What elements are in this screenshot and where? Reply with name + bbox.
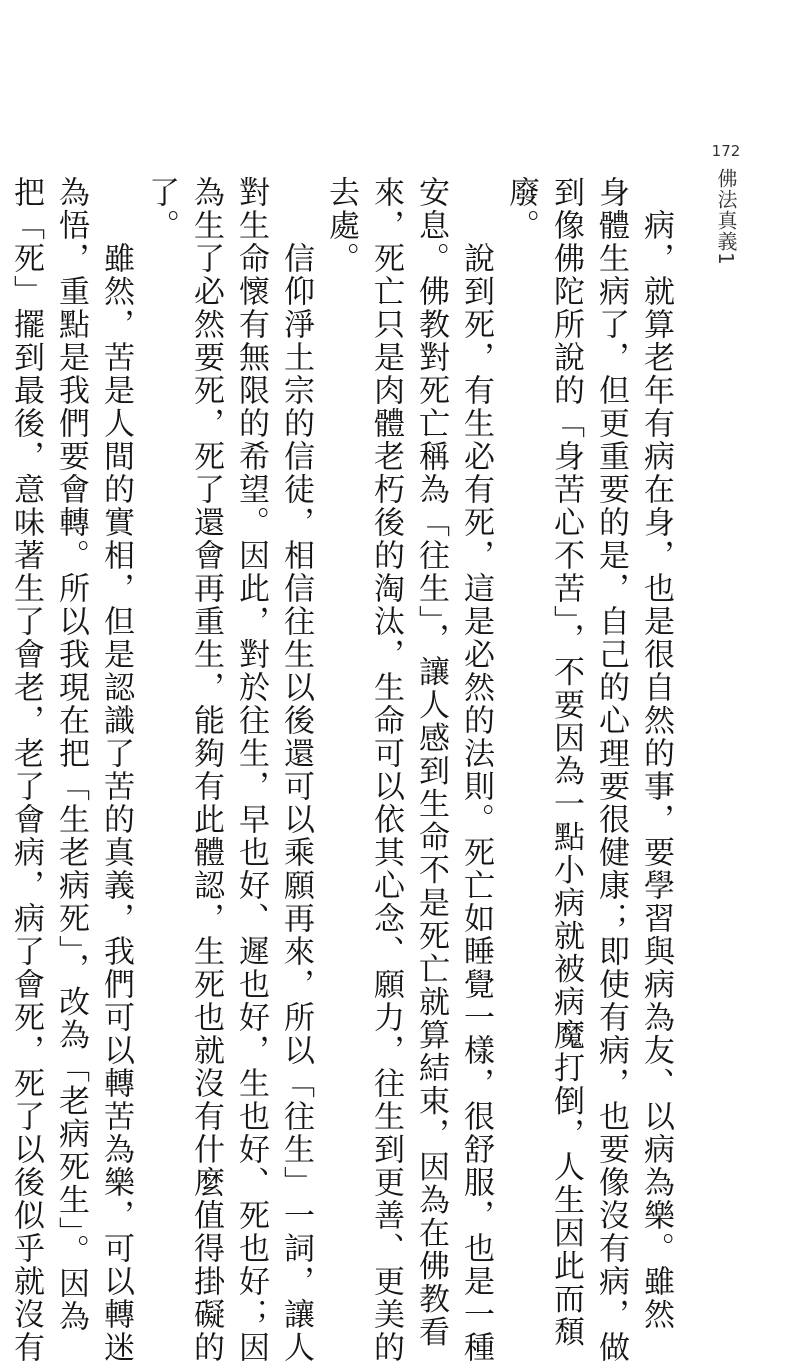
book-title: 佛法真義1 [714,168,738,266]
text-column-1: 病，就算老年有病在身，也是很自然的事，要學習與病為友、以病為樂。雖然 [638,176,674,1331]
text-column-8: 去處。 [323,176,359,275]
text-column-14: 為悟，重點是我們要會轉。所以我現在把「生老病死」，改為「老病死生」。因為 [53,176,89,1333]
text-column-15: 把「死」擺到最後，意味著生了會老，老了會病，病了會死，死了以後似乎就沒有 [8,176,44,1364]
text-column-9: 信仰淨土宗的信徒，相信往生以後還可以乘願再來，所以「往生」一詞，讓人 [278,176,314,1364]
text-column-2: 身體生病了，但更重要的是，自己的心理要很健康；即使有病，也要像沒有病，做 [593,176,629,1364]
text-column-3: 到像佛陀所說的「身苦心不苦」，不要因為一點小病就被病魔打倒，人生因此而頹 [548,176,584,1349]
body-text [3,176,678,1364]
page-header [706,142,746,266]
text-column-11: 為生了必然要死，死了還會再重生，能夠有此體認，生死也就沒有什麼值得掛礙的 [188,176,224,1364]
text-column-10: 對生命懷有無限的希望。因此，對於往生，早也好、遲也好，生也好、死也好；因 [233,176,269,1364]
text-column-6: 安息。佛教對死亡稱為「往生」，讓人感到生命不是死亡就算結束，因為在佛教看 [413,176,449,1349]
text-column-12: 了。 [143,176,179,242]
page-number: 172 [711,142,741,160]
text-column-13: 雖然，苦是人間的實相，但是認識了苦的真義，我們可以轉苦為樂，可以轉迷 [98,176,134,1364]
text-column-4: 廢。 [503,176,539,242]
text-column-7: 來，死亡只是肉體老朽後的淘汰，生命可以依其心念、願力，往生到更善、更美的 [368,176,404,1364]
text-column-5: 說到死，有生必有死，這是必然的法則。死亡如睡覺一樣，很舒服，也是一種 [458,176,494,1364]
